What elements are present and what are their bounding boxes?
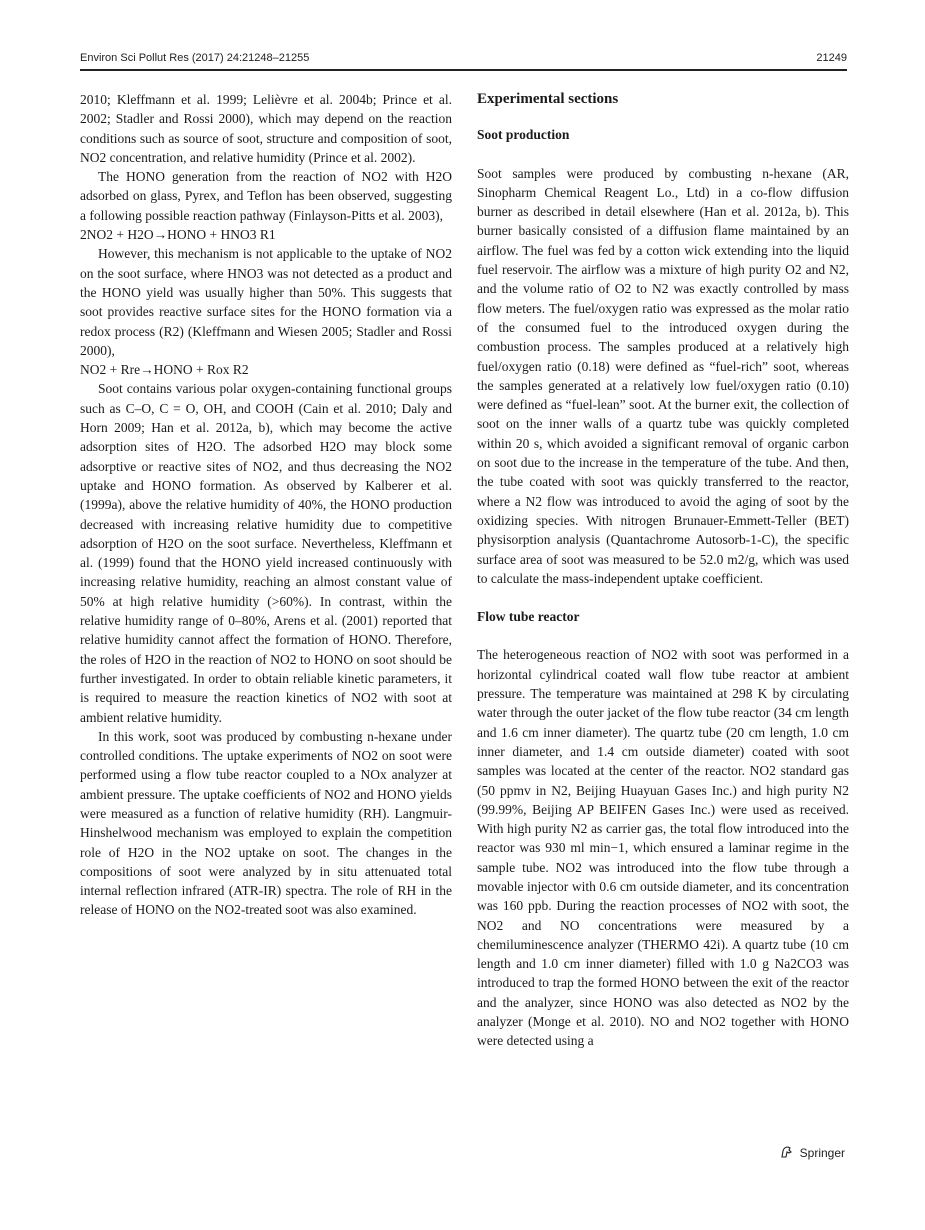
left-column	[80, 90, 452, 920]
paragraph-soot-production: Soot samples were produced by combusting n-hexane (AR, Sinopharm Chemical Reagent Lo., Ltd) in a co-flow diffusion burner as described in detail elsewhere (Han et al. 2012a, b). This burner basically consisted of a diffusion flame maintained by an airflow. The fuel was fed by a cotton wick extending into the liquid fuel reservoir. The airflow was a mixture of high purity O2 and N2, and the volume ratio of O2 to N2 was exactly controlled by mass flow meters. The fuel/oxygen ratio was expressed as the molar ratio of the consumed fuel to the introduced oxygen during the combustion process. The samples produced at a relatively high fuel/oxygen ratio (0.18) were defined as “fuel-rich” soot, whereas the samples generated at a relatively low fuel/oxygen ratio (0.10) were defined as “fuel-lean” soot. At the burner exit, the collection of soot on the inner walls of a quartz tube was quickly completed within 20 s, which avoided a significant removal of organic carbon on soot due to the increase in the temperature of the tube. And then, the tube coated with soot was quickly transferred to the reactor, where a N2 flow was introduced to avoid the aging of soot by the oxidizing species. With nitrogen Brunauer-Emmett-Teller (BET) physisorption analysis (Quantachrome Autosorb-1-C), the specific surface area of soot was measured to be 52.0 m2/g, which was used to calculate the mass-independent uptake coefficient.	[477, 165, 849, 586]
paragraph-this-work: In this work, soot was produced by combusting n-hexane under controlled conditions. The uptake experiments of NO2 on soot were performed using a flow tube reactor coupled to a NOx analyzer at ambient pressure. The uptake coefficients of NO2 and HONO yields were measured as a function of relative humidity (RH). Langmuir-Hinshelwood mechanism was employed to explain the competition role of H2O in the NO2 uptake on soot. The changes in the compositions of soot were analyzed by in situ attenuated total internal reflection infrared (ATR-IR) spectra. The role of RH in the release of HONO on the NO2-treated soot was also examined.	[80, 728, 452, 918]
equation-r1: 2NO2 + H2O→HONO + HNO3 R1	[80, 227, 276, 243]
paragraph-redox: However, this mechanism is not applicable to the uptake of NO2 on the soot surface, where HNO3 was not detected as a product and the HONO yield was usually higher than 50%. This suggests that soot provides reactive surface sites for the HONO formation via a redox process (R2) (Kleffmann and Wiesen 2005; Stadler and Rossi 2000),	[80, 246, 452, 358]
page-number: 21249	[816, 52, 847, 64]
paragraph-soot-groups: Soot contains various polar oxygen-containing functional groups such as C–O, C = O, OH, and COOH (Cain et al. 2010; Daly and Horn 2009; Han et al. 2012a, b), which may become the active adsorption sites of H2O. The adsorbed H2O may block some adsorptive or reactive sites of NO2, and thus decreasing the NO2 uptake and HONO formation. As observed by Kalberer et al. (1999a), above the relative humidity of 40%, the HONO production decreased with increasing relative humidity due to competitive adsorption of H2O on the soot surface. Nevertheless, Kleffmann et al. (1999) found that the HONO yield increased continuously with increasing relative humidity, reaching an almost constant value of 50% at high relative humidity (>60%). In contrast, within the relative humidity range of 0–80%, Arens et al. (2001) reported that relative humidity cannot affect the formation of HONO. Therefore, the roles of H2O in the reaction of NO2 to HONO on soot should be further investigated. In order to obtain reliable kinetic parameters, it is required to measure the reaction kinetics of NO2 with soot at ambient relative humidity.	[80, 381, 452, 725]
publisher-name: Springer	[799, 1146, 845, 1160]
paragraph-hono-glass: The HONO generation from the reaction of NO2 with H2O adsorbed on glass, Pyrex, and Teflon has been observed, suggesting a following possible reaction pathway (Finlayson-Pitts et al. 2003),	[80, 169, 452, 223]
paragraph-flow-tube: The heterogeneous reaction of NO2 with soot was performed in a horizontal cylindrical coated wall flow tube reactor at ambient pressure. The temperature was maintained at 298 K by circulating water through the outer jacket of the flow tube reactor (34 cm length and 1.6 cm inner diameter). The quartz tube (20 cm length, 1.0 cm inner diameter, and 1.4 cm outside diameter) coated with soot samples was located at the center of the reactor. NO2 standard gas (50 ppmv in N2, Beijing Huayuan Gases Inc.) and high purity N2 (99.99%, Beijing AP BEIFEN Gases Inc.) were used as received. With high purity N2 as carrier gas, the total flow introduced into the reactor was 930 ml min−1, which ensured a laminar regime in the sample tube. NO2 was introduced into the flow tube through a movable injector with 0.6 cm outside diameter, and its concentration was 160 ppb. During the reaction processes of NO2 with soot, the NO2 and NO concentrations were measured by a chemiluminescence analyzer (THERMO 42i). A quartz tube (10 cm length and 1.0 cm inner diameter) filled with 1.0 g Na2CO3 was introduced to trap the formed HONO between the exit of the reactor and the analyzer, since HONO was also detected as NO2 by the analyzer (Monge et al. 2010). NO and NO2 together with HONO were detected using a	[477, 647, 849, 1049]
subsection-flow-tube-reactor: Flow tube reactor	[477, 609, 580, 625]
equation-r2: NO2 + Rre→HONO + Rox R2	[80, 362, 249, 378]
running-header	[80, 52, 847, 68]
paragraph-intro-continuation: 2010; Kleffmann et al. 1999; Lelièvre et al. 2004b; Prince et al. 2002; Stadler and Rossi 2000), which may depend on the reaction conditions such as source of soot, structure and composition of soot, NO2 concentration, and relative humidity (Prince et al. 2002).	[80, 92, 452, 165]
springer-horse-icon	[779, 1145, 793, 1159]
publisher-footer	[779, 1145, 845, 1160]
right-column	[477, 90, 849, 1051]
journal-citation: Environ Sci Pollut Res (2017) 24:21248–21255	[80, 52, 310, 64]
section-title: Experimental sections	[477, 91, 619, 107]
header-rule	[80, 69, 847, 71]
subsection-soot-production: Soot production	[477, 127, 570, 143]
